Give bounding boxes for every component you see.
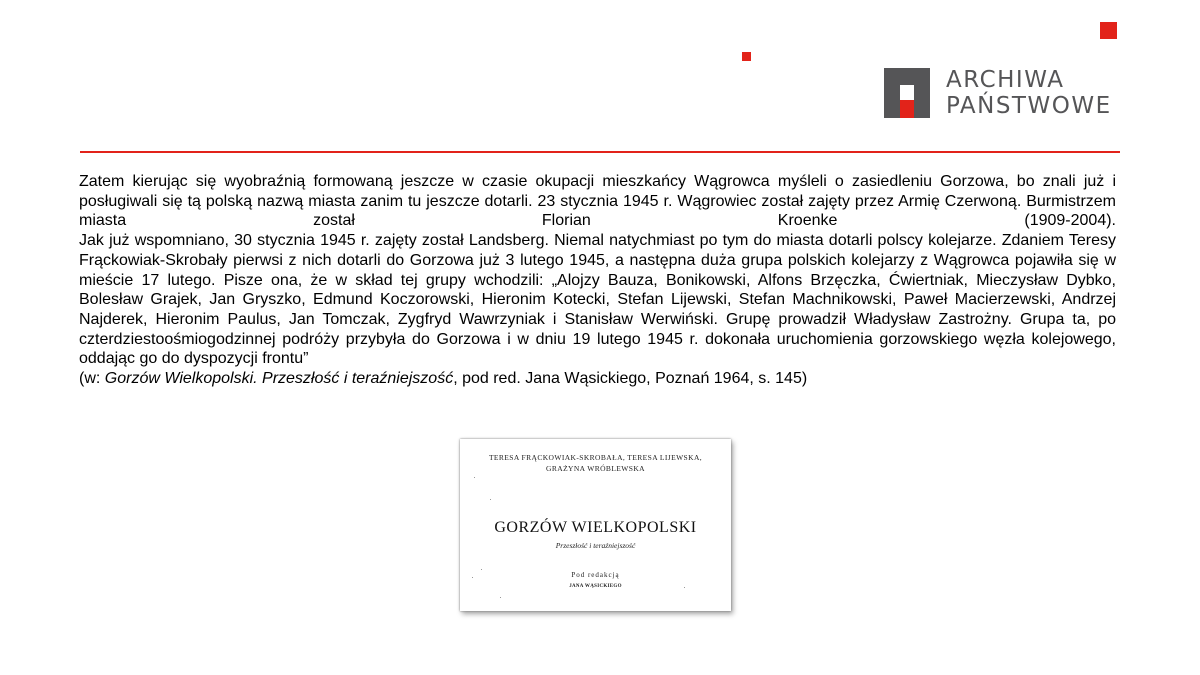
decorative-red-square <box>1100 22 1117 39</box>
citation <box>79 369 1116 389</box>
book-authors <box>466 452 725 474</box>
logo-line-1: ARCHIWA <box>946 67 1065 93</box>
citation-suffix: , pod red. Jana Wąsickiego, Poznań 1964, s. 145) <box>453 370 808 388</box>
decorative-red-square-small <box>742 52 751 61</box>
logo-text <box>946 67 1112 119</box>
citation-prefix: (w: <box>79 370 105 388</box>
paragraph-2-text: Jak już wspomniano, 30 stycznia 1945 r. zajęty został Landsberg. Niemal natychmiast po tym do miasta dotarli polscy kolejarze. Zdaniem Teresy Frąckowiak-Skrobały pierwsi z nich dotarli do Gorzowa już 3 lutego 1945, a następna duża grupa polskich kolejarzy z Wągrowca pojawiła się w mieście 17 lutego. Pisze ona, że w skład tej grupy wchodzili: „Alojzy Bauza, Bonikowski, Alfons Brzęczka, Ćwiertniak, Mieczysław Dybko, Bolesław Grajek, Jan Gryszko, Edmund Koczorowski, Hieronim Kotecki, Stefan Lijewski, Stefan Machnikowski, Paweł Macierzewski, Andrzej Najderek, Hieronim Paulus, Jan Tomczak, Zygfryd Wawrzyniak i Stanisław Werwiński. Grupę prowadził Władysław Zastrożny. Grupa ta, po czterdziestoośmiogodzinnej podróży przybyła do Gorzowa i w dniu 19 lutego 1945 r. dokonała uruchomienia gorzowskiego węzła kolejowego, oddając go do dyspozycji frontu” <box>79 232 1116 368</box>
main-text <box>79 172 1116 389</box>
logo-line-2: PAŃSTWOWE <box>946 93 1112 119</box>
archiwa-panstwowe-logo <box>884 67 1112 119</box>
book-subtitle: Przeszłość i teraźniejszość <box>555 541 636 550</box>
logo-mark-icon <box>884 68 930 118</box>
header-divider <box>80 151 1120 153</box>
paragraph-1: Zatem kierując się wyobraźnią formowaną jeszcze w czasie okupacji mieszkańcy Wągrowca myśleli o zasiedleniu Gorzowa, bo znali już i posługiwali się tą polską nazwą miasta zanim tu jeszcze dotarli. 23 stycznia 1945 r. Wągrowiec został zajęty przez Armię Czerwoną. Burmistrzem miasta został Florian Kroenke (1909-2004). <box>79 173 1116 230</box>
book-authors-line-1: TERESA FRĄCKOWIAK-SKROBAŁA, TERESA LIJEWSKA, <box>488 453 703 462</box>
citation-title: Gorzów Wielkopolski. Przeszłość i teraźniejszość <box>104 370 454 388</box>
book-title-page-image <box>460 439 731 611</box>
book-editor-label: Pod redakcją <box>571 571 620 579</box>
book-title: GORZÓW WIELKOPOLSKI <box>494 519 697 536</box>
book-editor-name: JANA WĄSICKIEGO <box>569 584 622 589</box>
paragraph-2 <box>79 231 1116 369</box>
book-authors-line-2: GRAŻYNA WRÓBLEWSKA <box>546 464 645 473</box>
